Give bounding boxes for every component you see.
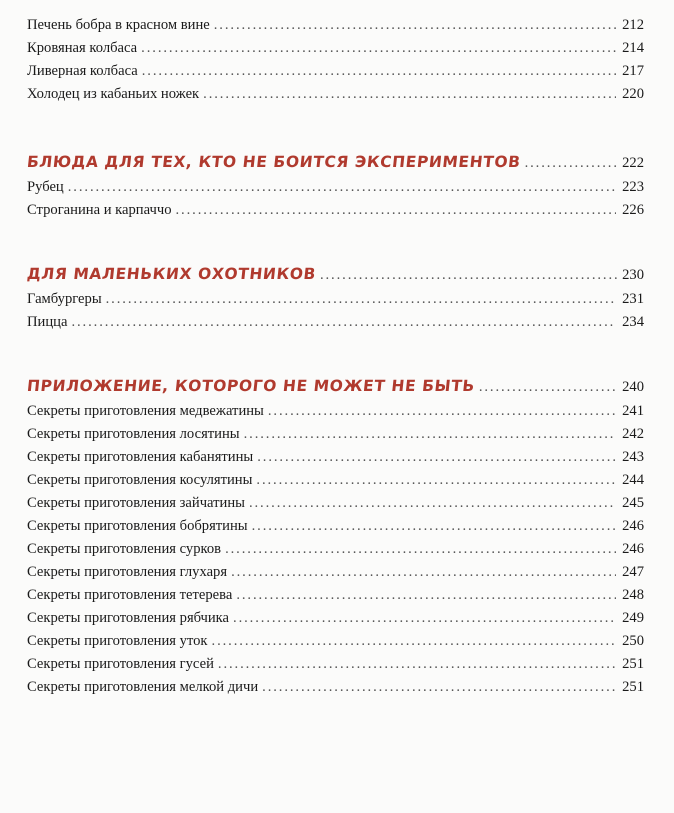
toc-entry (27, 492, 644, 515)
leader-dots (262, 676, 616, 699)
toc-entry (27, 423, 644, 446)
section-title: БЛЮДА ДЛЯ ТЕХ, КТО НЕ БОИТСЯ ЭКСПЕРИМЕНТОВ (26, 153, 522, 171)
leader-dots (106, 288, 616, 311)
toc-entry (27, 538, 644, 561)
entry-title: Секреты приготовления рябчика (27, 610, 230, 626)
entry-title: Строганина и карпаччо (27, 202, 172, 218)
entry-title: Секреты приготовления уток (27, 633, 208, 649)
leader-dots (218, 653, 616, 676)
toc-entry (27, 199, 644, 222)
entry-title: Секреты приготовления бобрятины (27, 518, 248, 534)
section-heading (27, 148, 644, 176)
toc-section (27, 260, 644, 334)
toc-entry (27, 176, 644, 199)
leader-dots (225, 538, 616, 561)
leader-dots (249, 492, 616, 515)
toc-entry (27, 400, 644, 423)
section-page: 230 (622, 267, 644, 283)
leader-dots (244, 423, 616, 446)
leader-dots (203, 83, 616, 106)
entry-title: Секреты приготовления мелкой дичи (27, 679, 259, 695)
entry-title: Холодец из кабаньих ножек (27, 86, 200, 102)
section-title: ДЛЯ МАЛЕНЬКИХ ОХОТНИКОВ (26, 265, 317, 283)
leader-dots (268, 400, 616, 423)
entry-page: 243 (622, 449, 644, 465)
leader-dots (236, 584, 616, 607)
entry-page: 248 (622, 587, 644, 603)
entry-page: 242 (622, 426, 644, 442)
entry-page: 251 (622, 679, 644, 695)
leader-dots (479, 373, 618, 401)
entry-title: Ливерная колбаса (27, 63, 138, 79)
toc-entry (27, 446, 644, 469)
entry-page: 223 (622, 179, 644, 195)
leader-dots (525, 149, 619, 177)
leader-dots (68, 176, 616, 199)
entry-title: Секреты приготовления зайчатины (27, 495, 245, 511)
toc-section (27, 148, 644, 222)
entry-page: 249 (622, 610, 644, 626)
leader-dots (141, 37, 616, 60)
toc-entry (27, 14, 644, 37)
section-heading (27, 372, 644, 400)
toc-entry (27, 676, 644, 699)
entry-page: 231 (622, 291, 644, 307)
leader-dots (71, 311, 616, 334)
toc-entry (27, 653, 644, 676)
entry-page: 214 (622, 40, 644, 56)
entry-page: 217 (622, 63, 644, 79)
entry-page: 234 (622, 314, 644, 330)
leader-dots (257, 446, 616, 469)
toc-entry (27, 469, 644, 492)
leader-dots (233, 607, 616, 630)
section-page: 222 (622, 155, 644, 171)
toc-section (27, 372, 644, 699)
entry-page: 246 (622, 518, 644, 534)
entry-title: Кровяная колбаса (27, 40, 138, 56)
entry-page: 245 (622, 495, 644, 511)
leader-dots (231, 561, 616, 584)
toc-entry (27, 83, 644, 106)
entry-page: 250 (622, 633, 644, 649)
leader-dots (142, 60, 616, 83)
entry-page: 212 (622, 17, 644, 33)
entry-title: Гамбургеры (27, 291, 102, 307)
entry-page: 226 (622, 202, 644, 218)
entry-page: 241 (622, 403, 644, 419)
entry-title: Секреты приготовления косулятины (27, 472, 253, 488)
leader-dots (320, 261, 618, 289)
table-of-contents (27, 14, 644, 699)
entry-title: Секреты приготовления медвежатины (27, 403, 264, 419)
entry-title: Рубец (27, 179, 64, 195)
toc-entry (27, 561, 644, 584)
toc-entry (27, 515, 644, 538)
entry-title: Секреты приготовления кабанятины (27, 449, 254, 465)
leader-dots (212, 630, 616, 653)
entry-page: 246 (622, 541, 644, 557)
section-title: ПРИЛОЖЕНИЕ, КОТОРОГО НЕ МОЖЕТ НЕ БЫТЬ (26, 377, 476, 395)
entry-title: Пицца (27, 314, 68, 330)
entry-title: Секреты приготовления глухаря (27, 564, 228, 580)
entry-title: Печень бобра в красном вине (27, 17, 210, 33)
toc-entry (27, 60, 644, 83)
leader-dots (176, 199, 617, 222)
entry-title: Секреты приготовления лосятины (27, 426, 240, 442)
entry-title: Секреты приготовления гусей (27, 656, 214, 672)
toc-entry (27, 584, 644, 607)
entry-page: 244 (622, 472, 644, 488)
toc-section (27, 14, 644, 106)
toc-entry (27, 311, 644, 334)
entry-title: Секреты приготовления сурков (27, 541, 222, 557)
toc-entry (27, 607, 644, 630)
entry-page: 247 (622, 564, 644, 580)
toc-entry (27, 37, 644, 60)
entry-page: 220 (622, 86, 644, 102)
entry-page: 251 (622, 656, 644, 672)
leader-dots (256, 469, 616, 492)
toc-entry (27, 288, 644, 311)
leader-dots (214, 14, 616, 37)
section-heading (27, 260, 644, 288)
leader-dots (252, 515, 616, 538)
section-page: 240 (622, 379, 644, 395)
toc-entry (27, 630, 644, 653)
entry-title: Секреты приготовления тетерева (27, 587, 233, 603)
